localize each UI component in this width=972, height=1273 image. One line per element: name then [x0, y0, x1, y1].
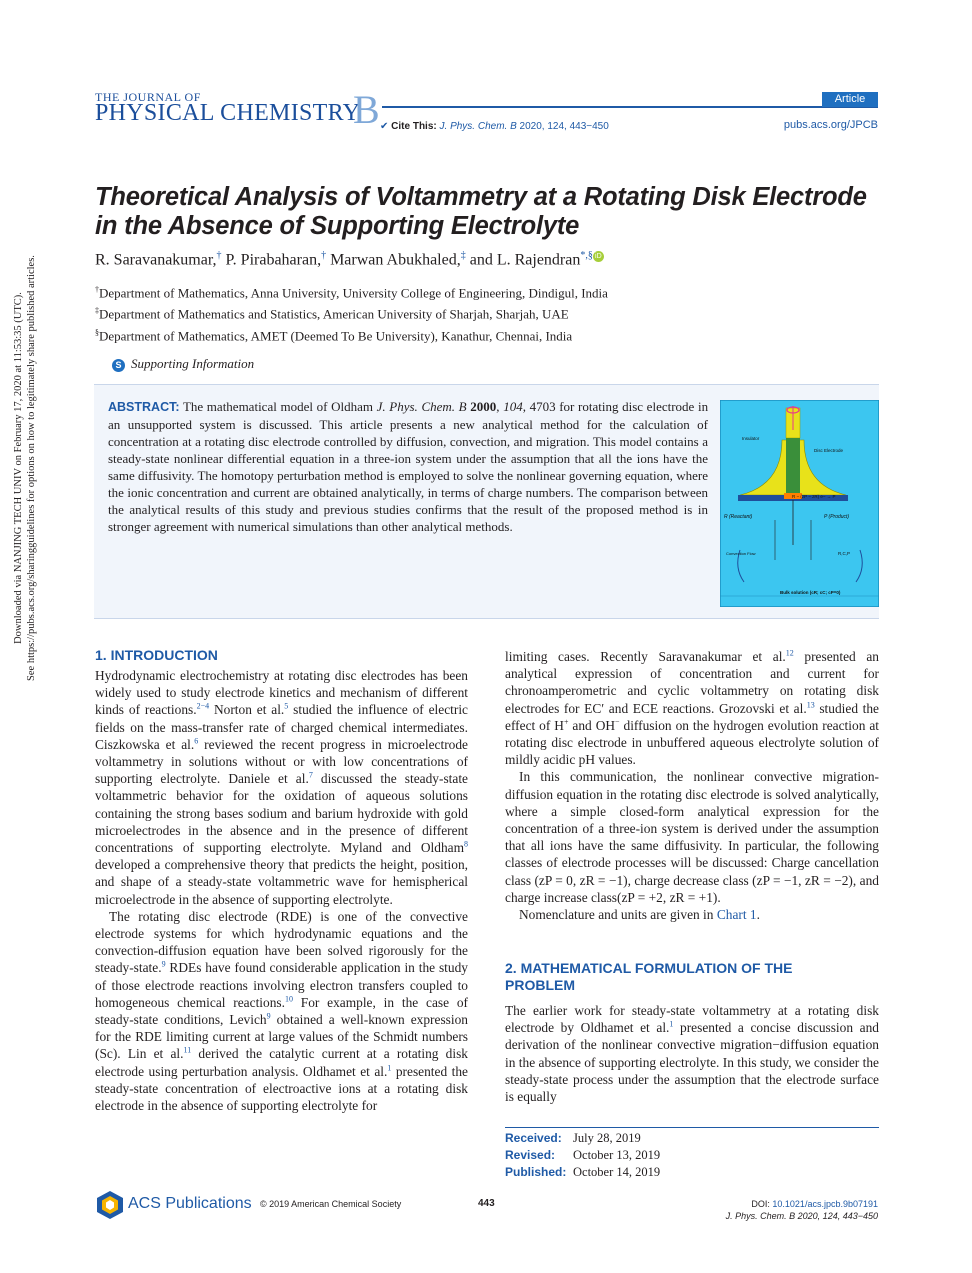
journal-logo[interactable] [95, 87, 395, 132]
toc-disc-electrode-label: Disc Electrode [814, 448, 844, 453]
abstract-text: ABSTRACT: The mathematical model of Oldham J. Phys. Chem. B 2000, 104, 4703 for rotating disc electrode in an unsupported system is discussed. This article presents a new analytical method for the calculation of concentration at a rotating disc electrode controlled by diffusion, convection, and migration. This model contains a steady-state nonlinear differential equation in a three-ion system under the assumption that all the ions have the same diffusivity. The homotopy perturbation method is employed to solve the nonlinear governing equation, where the ionic concentration and current are obtained analytically, in terms of charge numbers. The comparison between the analytical results of this study and previous studies confirms that the result of the proposed method is in stronger agreement with numerical simulations than other analytical methods. [108, 399, 709, 534]
journal-logo-main: PHYSICAL CHEMISTRY [95, 100, 361, 126]
affiliation: †Department of Mathematics, Anna University, University College of Engineering, Dindigul, India [95, 285, 608, 301]
supporting-info-label: Supporting Information [131, 356, 255, 371]
supporting-info-icon: S [112, 359, 125, 372]
publication-dates [505, 1127, 879, 1181]
paragraph: In this communication, the nonlinear convective migration-diffusion equation in the rotating disc electrode is solved analytically, where a simple closed-form analytical expression for the concentration of a three-ion system is derived under the assumption that all ions have the same diffusivity. In particular, the following classes of electrode processes will be discussed: Charge cancellation class (zP = 0, zR = −1), charge decrease class (zP = −1, zR = −2), and charge increase class(zP = +2, zR = +1). [505, 769, 879, 905]
toc-graphic[interactable] [720, 400, 879, 607]
cite-label: Cite This: [391, 121, 437, 132]
toc-bulk-label: Bulk solution (cR; cC; cP=0) [780, 590, 841, 595]
affiliation: §Department of Mathematics, AMET (Deemed To Be University), Kanathur, Chennai, India [95, 328, 573, 344]
date-revised: Revised: October 13, 2019 [505, 1148, 661, 1162]
doi-block: DOI: 10.1021/acs.jpcb.9b07191 J. Phys. Chem. B 2020, 124, 443−450 [725, 1199, 878, 1221]
orcid-icon[interactable]: iD [593, 251, 604, 262]
toc-product-label: P (Product) [824, 514, 850, 520]
affiliation: ‡Department of Mathematics and Statistics, American University of Sharjah, Sharjah, UAE [95, 306, 569, 322]
chart-1-link[interactable]: Chart 1 [716, 907, 757, 923]
header-rule [382, 106, 878, 108]
journal-site-link[interactable]: pubs.acs.org/JPCB [783, 119, 878, 131]
footer-citation: J. Phys. Chem. B 2020, 124, 443−450 [725, 1211, 878, 1221]
paragraph: The rotating disc electrode (RDE) is one of the convective electrode systems for which hydrodynamic equations and the convection-diffusion equation have been solved rigorously for the steady-state.$^9$ RDEs have found considerable application in the study of those electrode reactions involving electron transfers coupled to homogeneous chemical reactions.$^{10}$ For example, in the case of steady-state conditions, Levich$^9$ obtained a well-known expression for the RDE limiting current at large values of the Schmidt numbers (Sc). Lin et al.$^{11}$ derived the catalytic current at a rotating disk electrode using perturbation analysis. Oldhamet et al.$^1$ presented the steady-state concentration of electroactive ions at a rotating disk electrode in the absence of supporting electrolyte for [95, 908, 468, 1114]
author-mark: † [321, 250, 327, 261]
article-title: Theoretical Analysis of Voltammetry at a Rotating Disk Electrode in the Absence of Supporting Electrolyte [95, 183, 867, 240]
toc-insulator-label: Insulator [742, 436, 760, 441]
cite-volume[interactable]: 2020, 124, 443−450 [519, 121, 609, 132]
paragraph: The earlier work for steady-state voltammetry at a rotating disk electrode by Oldhamet et al.$^1$ presented a concise discussion and derivation of the nonlinear convective migration−diffusion equation in the absence of supporting electrolyte. In this study, we consider the steady-state process under the assumption that the electrode surface is equally [505, 1003, 879, 1105]
toc-rcp-label: R,C,P [838, 551, 851, 556]
doi-link[interactable]: 10.1021/acs.jpcb.9b07191 [772, 1199, 878, 1209]
download-notice: Downloaded via NANJING TECH UNIV on February 17, 2020 at 11:53:35 (UTC). See https://pubs.acs.org/sharingguidelines for options on how to legitimately share published articles. [13, 255, 37, 681]
left-column [95, 667, 468, 1114]
toc-reactant-label: R (Reactant) [724, 514, 753, 520]
date-received: Received: July 28, 2019 [505, 1131, 641, 1145]
toc-convection-label: Convection Flow [726, 551, 756, 556]
author-mark: ‡ [460, 250, 466, 261]
author-list [95, 250, 604, 269]
author-name[interactable]: and L. Rajendran [469, 251, 581, 269]
right-column-top [505, 648, 879, 923]
cite-journal[interactable]: J. Phys. Chem. B [439, 121, 517, 132]
paragraph: limiting cases. Recently Saravanakumar et al.$^{12}$ presented an analytical expression of concentration and current for chronoamperometric and cyclic voltammetry on rotating disk electrodes for EC′ and ECE reactions. Grozovski et al.$^{13}$ studied the effect of H+ and OH− diffusion on the hydrogen evolution reaction at rotating disc electrode in unbuffered aqueous electrolyte solution of mildly acidic pH values. [505, 648, 880, 768]
section-heading-introduction: 1. INTRODUCTION [95, 647, 218, 663]
copyright: © 2019 American Chemical Society [260, 1199, 402, 1209]
publisher-name[interactable]: ACS Publications [128, 1195, 252, 1212]
author-mark: *,§ [580, 250, 593, 261]
cite-this[interactable] [380, 121, 609, 132]
article-type-badge: Article [822, 92, 878, 107]
journal-logo-top: THE JOURNAL OF [95, 90, 201, 104]
date-published: Published: October 14, 2019 [505, 1165, 661, 1179]
supporting-information-link[interactable] [112, 356, 254, 372]
author-name[interactable]: R. Saravanakumar, [95, 251, 217, 269]
author-name[interactable]: Marwan Abukhaled, [330, 251, 461, 269]
journal-logo-letter: B [353, 87, 380, 132]
paragraph: Nomenclature and units are given in Chart 1. [519, 907, 760, 923]
paragraph: Hydrodynamic electrochemistry at rotating disc electrodes has been widely used to study electrode kinetics and mechanism of different kinds of reactions.$^{2-4}$ Norton et al.$^5$ studied the influence of electric fields on the mass-transfer rate of charged chemical intermediates. Ciszkowska et al.$^6$ reviewed the recent progress in microelectrode voltammetry in solutions without or with low concentrations of supporting electrolyte. Daniele et al.$^7$ discussed the steady-state voltammetric behavior for the oxidation of aqueous solutions containing the strong bases sodium and barium hydroxide with gold microelectrodes in the absence and in the presence of different concentrations of supporting electrolyte. Myland and Oldham$^8$ developed a comprehensive theory that predicts the height, position, and shape of a steady-state voltammetric wave for hemispherical microelectrode in the absence of supporting electrolyte. [95, 668, 469, 907]
abstract-label: ABSTRACT: [108, 400, 180, 414]
section-heading-formulation: 2. MATHEMATICAL FORMULATION OF THE PROBLEM [505, 960, 793, 993]
toc-reaction-label: R − (zP − zR) e− → P [792, 494, 836, 499]
right-column-bottom [505, 1002, 879, 1105]
page-number: 443 [478, 1198, 495, 1209]
author-mark: † [216, 250, 222, 261]
author-name[interactable]: P. Pirabaharan, [225, 251, 322, 269]
cite-icon: ✔ [380, 121, 389, 132]
acs-logo-icon[interactable] [95, 1190, 125, 1220]
